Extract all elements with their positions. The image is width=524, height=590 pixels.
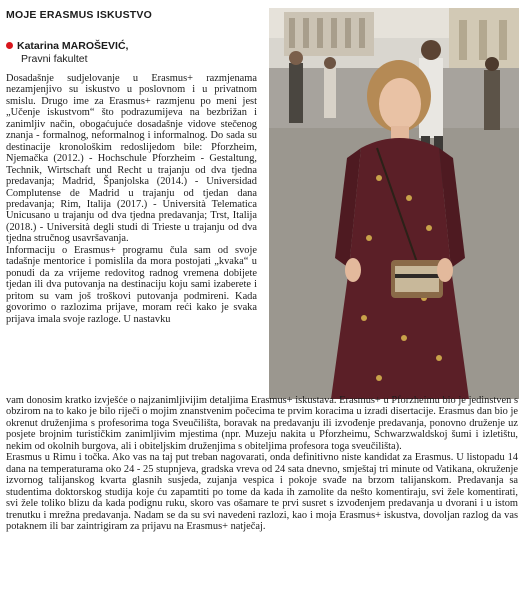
paragraph-3: Erasmus u Rimu i točka. Ako vas na taj put treban nagovarati, onda definitivno niste kandidat za Erasmus. U listopadu 14 dana na temperaturama oko 24 - 25 stupnjeva, gradska vreva od 24 sata dnevno, smještaj tri minute od Vatikana, okruženje izvornog talijanskog kvarta glasnih susjeda, zujanja vespica i pokoje svađe na brzom talijanskom. Predavanja sa studentima doktorskog studija koje ću zapamtiti po tome da kada ih zamolite da nešto komentiraju, svi žele komentirati, svi žele toliko blizu da kada podignu ruku, skoro vas ošamare te prvi susret s izvođenjem predavanja u dvorani i u istom trenutku i mrežna predavanja. Nadam se da su svi navedeni razlozi, kao i moja Erasmus+ iskustva, dovoljan razlog da vas potaknem ili bar zaintrigiram za prijavu na Erasmus+ natječaj. [6,452,518,532]
article-title: MOJE ERASMUS ISKUSTVO [6,9,152,21]
author-photo [269,8,519,399]
author-name-line [6,40,128,53]
paragraph-2-continued: vam donosim kratko izvješće o najzanimljivijim detaljima Erasmus+ iskustava. Erasmus+ u Pforzheimu bio je jedinstven s obzirom na to kako je bilo riječi o mojim znanstvenim počecima te prvim koracima u izradi disertacije. Erasmus dan bio je okrenut druženjima s profesorima toga Sveučilišta, boravak na predavanju ili izvođenje predavanja, ponovno druženje uz posjete brojnim turističkim zanimljivim mjestima (npr. Muzeju nakita u Pforzheimu, Schwarzwaldskoj šumi i izletištu, nekim od okolnih burgova, ali i obiteljskim druženjima s obiteljima profesora toga sveučilišta). [6,395,518,452]
paragraph-2-start: Informaciju o Erasmus+ programu čula sam od svoje tadašnje mentorice i pomislila da mora postojati „kvaka“ u ponudi da za vrijeme redovitog radnog vremena dobijete tjedan ili dva putovanja na destinaciju koju sami izaberete i pritom su vam još troškovi putovanja podmireni. Kada govorimo o razlozima prijave, moram reći kako je svaka prijava imala svoje razloge. U nastavku [6,244,257,325]
paragraph-1: Dosadašnje sudjelovanje u Erasmus+ razmjenama nezamjenjivo su iskustvo u poslovnom i u privatnom smislu. Drugo ime za Erasmus+ razmjenu po meni jest „Učenje iskustvom“ što podrazumijeva na bezbrižan i zanimljiv način, obogaćujuće dosadašnje vidove stečenog znanja - formalnog, neformalnog i informalnog. Do sada su destinacije kronološkim redoslijedom bile: Pforzheim, Njemačka (2012.) - Hochschule Pforzheim - Gestaltung, Technik, Wirtschaft und Recht u trajanju od dva tjedna predavanja; Madrid, Španjolska (2014.) - Universidad Complutense de Madrid u trajanju od tjedan dana predavanja; Rim, Italija (2017.) - Università Telematica Unicusano u trajanju od dva tjedna predavanja; Trst, Italija (2018.) - Università degli studi di Trieste u trajanju od dva tjedna stručnog usavršavanja. [6,73,257,245]
author-name: Katarina MAROŠEVIĆ, [17,40,129,52]
author-block [6,40,128,65]
author-affiliation: Pravni fakultet [21,52,88,65]
full-width-text [6,395,518,532]
red-bullet-icon [6,42,13,49]
narrow-column [6,73,257,325]
author-photo-image [269,8,519,399]
